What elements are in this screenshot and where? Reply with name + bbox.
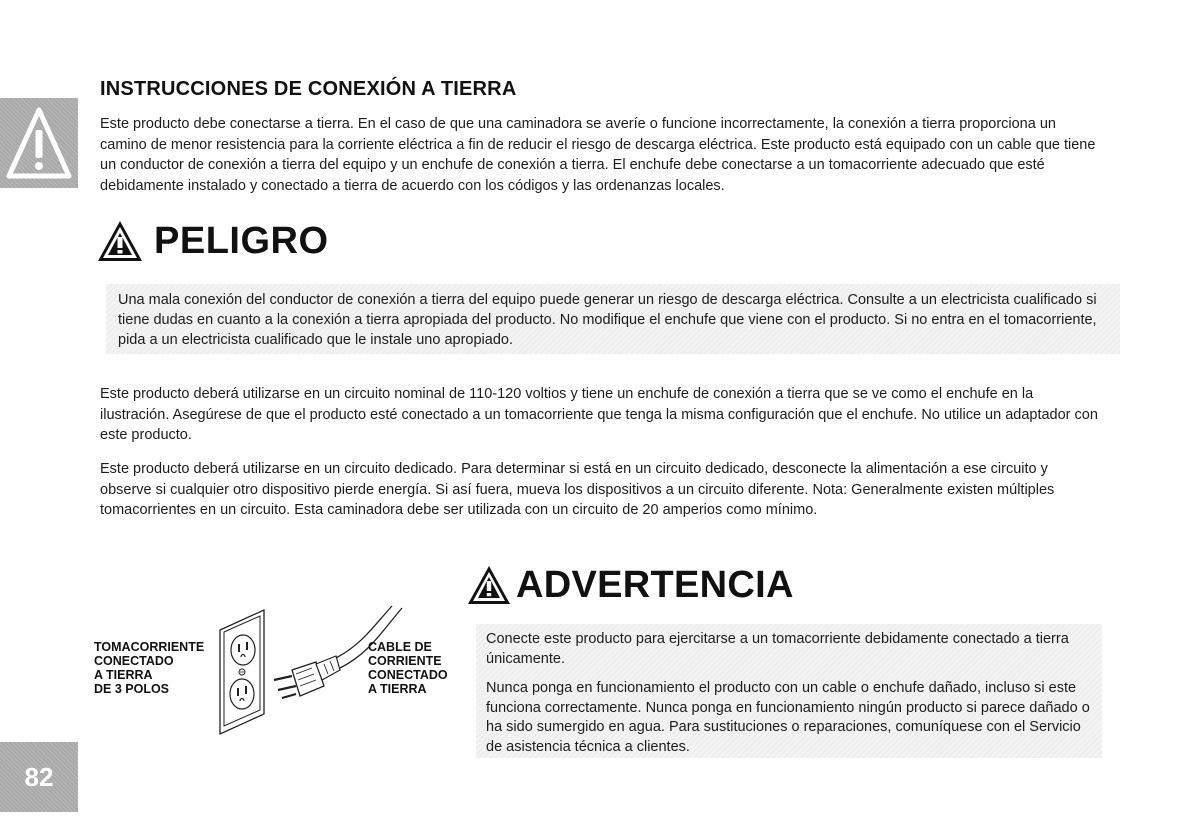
- warning-heading: [466, 562, 794, 608]
- outlet-label-line: DE 3 POLOS: [94, 682, 170, 696]
- danger-heading: [96, 216, 329, 266]
- outlet-label-line: TOMACORRIENTE: [94, 640, 205, 654]
- outlet-label: [94, 640, 204, 696]
- warning-text-2: Nunca ponga en funcionamiento el producto con un cable o enchufe dañado, incluso si este funciona correctamente. Nunca ponga en funcionamiento ningún producto si parece dañado o ha sido sumergido en agua. Para sustituciones o reparaciones, comuníquese con el Servicio de asistencia técnica a clientes.: [486, 680, 1090, 755]
- danger-text: Una mala conexión del conductor de conexión a tierra del equipo puede generar un riesgo de descarga eléctrica. Consulte a un electricista cualificado si tiene dudas en cuanto a la conexión a tierra apropiada del producto. No modifique el enchufe que viene con el producto. Si no entra en el tomacorriente, pida a un electricista cualificado que le instale uno apropiado.: [118, 292, 1097, 348]
- warning-box: [476, 624, 1102, 758]
- cable-label-line: CORRIENTE: [368, 654, 442, 668]
- cable-label-line: CONECTADO: [368, 668, 448, 682]
- page-number-tab: [0, 742, 78, 812]
- warning-heading-text: ADVERTENCIA: [516, 563, 794, 606]
- circuit-paragraph: Este producto deberá utilizarse en un circuito dedicado. Para determinar si está en un circuito dedicado, desconecte la alimentación a ese circuito y observe si cualquier otro dispositivo pierde energía. Si así fuera, mueva los dispositivos a un circuito diferente. Nota: Generalmente existen múltiples tomacorrientes en un circuito. Esta caminadora debe ser utilizada con un circuito de 20 amperios como mínimo.: [100, 461, 1055, 518]
- danger-box: [106, 284, 1120, 354]
- cable-label: [368, 640, 448, 696]
- section-title: INSTRUCCIONES DE CONEXIÓN A TIERRA: [100, 78, 517, 100]
- warning-triangle-icon: [466, 564, 512, 606]
- voltage-paragraph: Este producto deberá utilizarse en un circuito nominal de 110-120 voltios y tiene un enchufe de conexión a tierra que se ve como el enchufe en la ilustración. Asegúrese de que el producto esté conectado a un tomacorriente que tenga la misma configuración que el enchufe. No utilice un adaptador con este producto.: [100, 386, 1098, 443]
- warning-text-1: Conecte este producto para ejercitarse a un tomacorriente debidamente conectado a tierra únicamente.: [486, 631, 1069, 667]
- warning-side-tab: [0, 98, 78, 188]
- cable-label-line: CABLE DE: [368, 640, 432, 654]
- danger-triangle-icon: [96, 219, 144, 263]
- cable-label-line: A TIERRA: [368, 682, 427, 696]
- intro-paragraph: Este producto debe conectarse a tierra. En el caso de que una caminadora se averíe o funcione incorrectamente, la conexión a tierra proporciona un camino de menor resistencia para la corriente eléctrica a fin de reducir el riesgo de descarga eléctrica. Este producto está equipado con un cable que tiene un conductor de conexión a tierra del equipo y un enchufe de conexión a tierra. El enchufe debe conectarse a un tomacorriente adecuado que esté debidamente instalado y conectado a tierra de acuerdo con los códigos y las ordenanzas locales.: [100, 116, 1096, 194]
- danger-heading-text: PELIGRO: [154, 219, 329, 262]
- page-number: 82: [24, 762, 54, 792]
- outlet-label-line: A TIERRA: [94, 668, 153, 682]
- outlet-label-line: CONECTADO: [94, 654, 174, 668]
- warning-triangle-icon: [6, 106, 72, 180]
